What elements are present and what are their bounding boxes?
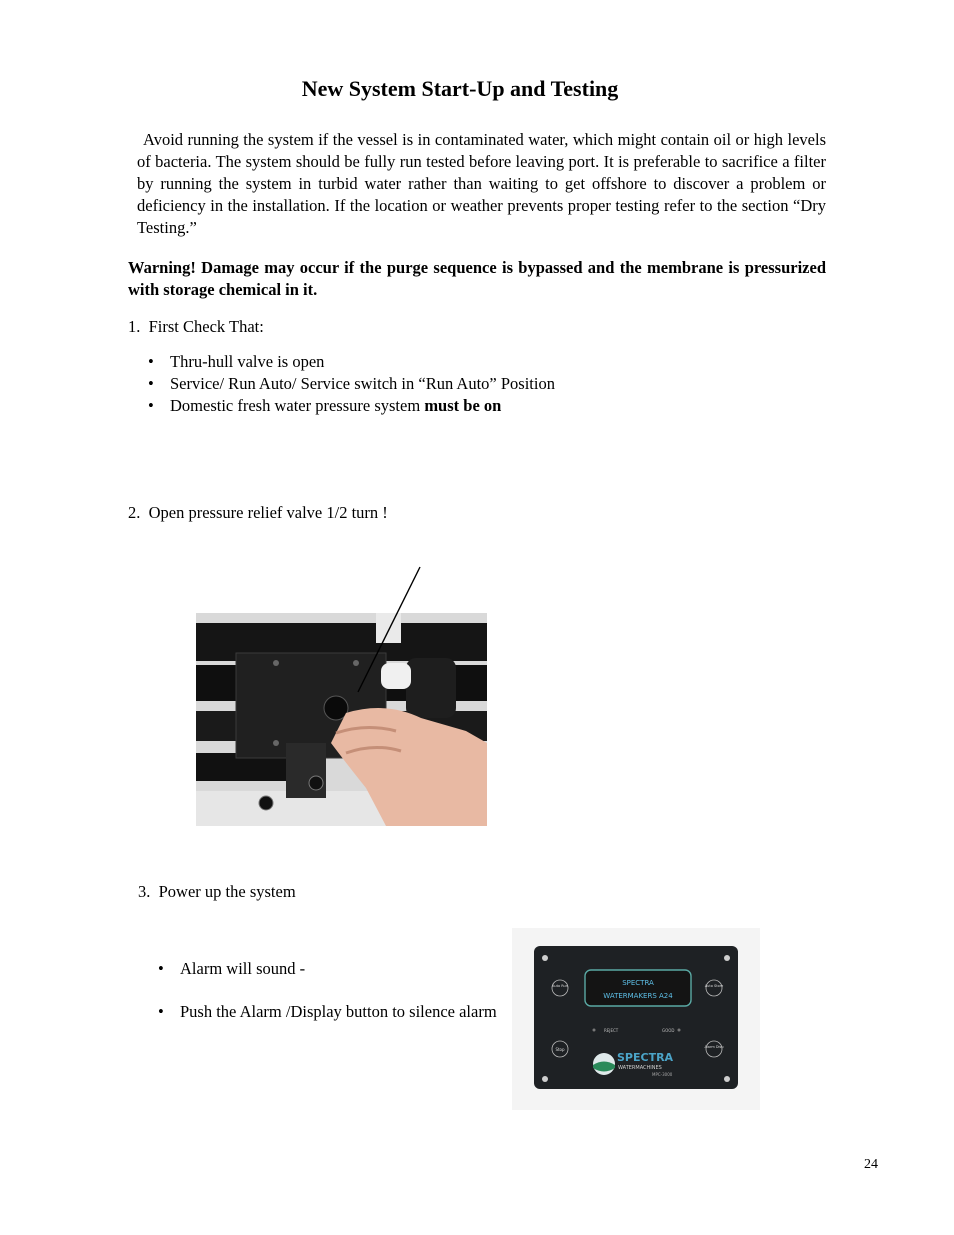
step-1-heading — [128, 316, 264, 338]
step-1-label: First Check That: — [148, 317, 264, 336]
checklist-item — [148, 395, 748, 417]
panel-good-led-label: GOOD — [662, 1028, 675, 1033]
panel-reject-led-label: REJECT — [604, 1028, 619, 1033]
warning-paragraph: Warning! Damage may occur if the purge sequence is bypassed and the membrane is pressurized with storage chemical in it. — [128, 258, 826, 299]
checklist-item: • Service/ Run Auto/ Service switch in “Run Auto” Position — [148, 373, 748, 395]
control-panel-photo — [512, 928, 760, 1110]
step-3-heading — [138, 881, 296, 903]
step-3-item: • Push the Alarm /Display button to silence alarm — [158, 1001, 508, 1023]
panel-stop-label: Stop — [555, 1047, 565, 1052]
step-3-list — [158, 958, 508, 1023]
panel-display-line-2: WATERMAKERS A24 — [603, 992, 673, 1000]
step-1-number: 1. — [128, 317, 141, 336]
panel-alarm-label: Alarm Disp — [704, 1045, 724, 1049]
step-3-number: 3. — [138, 882, 151, 901]
step-2-number: 2. — [128, 503, 141, 522]
pointer-arrow — [340, 562, 430, 702]
checklist-item-emphasis: must be on — [424, 396, 502, 415]
panel-display-line-1: SPECTRA — [622, 979, 654, 987]
page-title: New System Start-Up and Testing — [301, 76, 619, 101]
intro-paragraph: Avoid running the system if the vessel is in contaminated water, which might contain oil or high levels of bacteria. The system should be fully run tested before leaving port. It is preferable to sacrifice a filter by running the system in turbid water rather than waiting to get offshore to discover a problem or deficiency in the installation. If the location or weather prevents proper testing refer to the section “Dry Testing.” — [137, 130, 826, 237]
step-3-item: • Alarm will sound - — [158, 958, 508, 980]
step-1-checklist — [148, 351, 748, 417]
checklist-item: • Thru-hull valve is open — [148, 351, 748, 373]
panel-model: MPC-3000 — [652, 1072, 673, 1077]
checklist-item-text: Domestic fresh water pressure system — [170, 396, 425, 415]
step-3-label: Power up the system — [158, 882, 296, 901]
page-number: 24 — [864, 1157, 878, 1172]
step-2-heading — [128, 502, 388, 524]
panel-brand-sub: WATERMACHINES — [618, 1065, 662, 1071]
step-2-label: Open pressure relief valve 1/2 turn ! — [148, 503, 388, 522]
panel-brand: SPECTRA — [617, 1051, 674, 1064]
panel-auto-run-label: Auto Run — [552, 984, 568, 988]
panel-auto-store-label: Auto Store — [704, 984, 724, 988]
